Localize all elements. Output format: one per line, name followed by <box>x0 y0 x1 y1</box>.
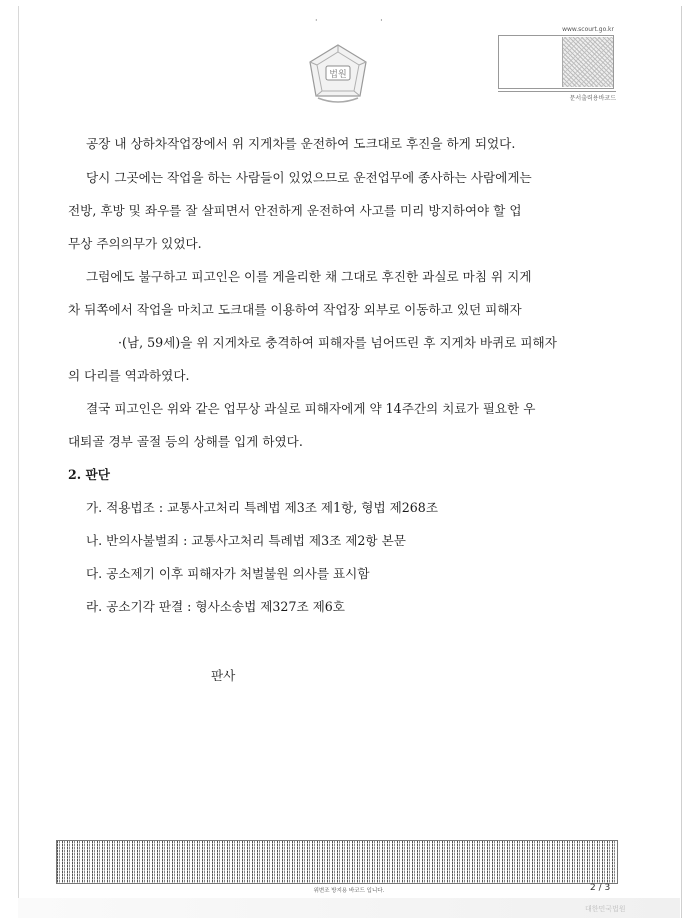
judgment-item: 다. 공소제기 이후 피해자가 처벌불원 의사를 표시함 <box>86 566 370 581</box>
body-line: 대퇴골 경부 골절 등의 상해를 입게 하였다. <box>68 434 303 449</box>
court-watermark: 대한민국법원 <box>585 905 626 913</box>
body-line: 그럼에도 불구하고 피고인은 이를 게을리한 채 그대로 후진한 과실로 마침 위 지게 <box>86 269 532 284</box>
qr-url: www.scourt.go.kr <box>562 26 614 33</box>
body-line: 의 다리를 역과하였다. <box>68 368 190 383</box>
body-line: 당시 그곳에는 작업을 하는 사람들이 있었으므로 운전업무에 종사하는 사람에게는 <box>86 170 532 185</box>
verification-qr-block <box>498 26 616 102</box>
body-line: 공장 내 상하차작업장에서 위 지게차를 운전하여 도크대로 후진을 하게 되었다. <box>86 136 516 151</box>
section-heading: 2. 판단 <box>68 467 110 482</box>
barcode-caption: 위변조 방지용 바코드 입니다. <box>313 888 385 894</box>
judge-signature-label: 판사 <box>211 668 236 683</box>
judgment-item: 가. 적용법조 : 교통사고처리 특례법 제3조 제1항, 형법 제268조 <box>86 500 438 515</box>
qr-caption: 문서출력용바코드 <box>498 91 616 102</box>
top-marks: · · <box>315 16 413 25</box>
court-emblem-icon <box>304 42 372 108</box>
emblem-text: 법원 <box>329 70 347 80</box>
page-number: 2 / 3 <box>590 883 611 893</box>
qr-frame <box>498 35 614 89</box>
qr-code-icon <box>562 37 613 87</box>
body-line: 전방, 후방 및 좌우를 잘 살피면서 안전하게 운전하여 사고를 미리 방지하여야 할 업 <box>68 203 522 218</box>
body-line: 무상 주의의무가 있었다. <box>68 236 202 251</box>
judgment-item: 나. 반의사불벌죄 : 교통사고처리 특례법 제3조 제2항 본문 <box>86 533 406 548</box>
body-line: 차 뒤쪽에서 작업을 마치고 도크대를 이용하여 작업장 외부로 이동하고 있던 피해자 <box>68 302 522 317</box>
judgment-item: 라. 공소기각 판결 : 형사소송법 제327조 제6호 <box>86 599 345 614</box>
anti-forgery-barcode <box>56 840 618 884</box>
footer-band <box>18 898 680 918</box>
body-line: 결국 피고인은 위와 같은 업무상 과실로 피해자에게 약 14주간의 치료가 필요한 우 <box>86 401 536 416</box>
body-line: ·(남, 59세)을 위 지게차로 충격하여 피해자를 넘어뜨린 후 지게차 바퀴로 피해자 <box>118 335 557 350</box>
